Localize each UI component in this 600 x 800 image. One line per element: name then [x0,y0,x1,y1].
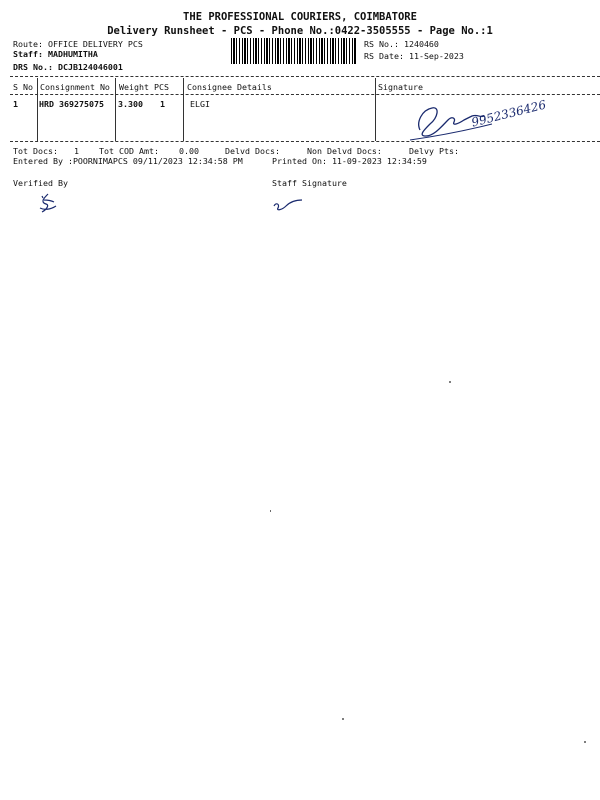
drs-number: DRS No.: DCJB124046001 [13,62,123,72]
row-consignee: ELGI [190,99,210,109]
scan-speck [270,510,271,512]
delvd-docs-label: Delvd Docs: [225,146,280,156]
verified-by-label: Verified By [13,178,68,188]
table-header-rule [10,94,600,95]
staff-label: Staff: MADHUMITHA [13,49,98,59]
barcode [231,38,356,64]
entered-by: Entered By :POORNIMAPCS 09/11/2023 12:34:58 PM [13,156,243,166]
row-s-no: 1 [13,99,18,109]
rs-number: RS No.: 1240460 [364,39,439,49]
runsheet-subtitle: Delivery Runsheet - PCS - Phone No.:0422-3505555 - Page No.:1 [107,25,493,37]
tot-cod-value: 0.00 [179,146,199,156]
header-consignee-details: Consignee Details [187,82,272,92]
receiver-phone: 9952336426 [470,97,548,130]
row-weight: 3.300 [118,99,143,109]
scan-speck [584,741,586,743]
header-s-no: S No [13,82,33,92]
delvy-pts-label: Delvy Pts: [409,146,459,156]
non-delvd-docs-label: Non Delvd Docs: [307,146,382,156]
tot-cod-label: Tot COD Amt: [99,146,159,156]
row-consignment-no: HRD 369275075 [39,99,104,109]
printed-on: Printed On: 11-09-2023 12:34:59 [272,156,427,166]
tot-docs-label: Tot Docs: [13,146,58,156]
col-divider-4 [375,78,376,141]
verifier-signature [34,192,66,216]
staff-signature [270,194,310,214]
col-divider-1 [37,78,38,141]
header-signature: Signature [378,82,423,92]
header-consignment-no: Consignment No [40,82,110,92]
scan-speck [449,381,451,383]
tot-docs-value: 1 [74,146,79,156]
table-bottom-rule [10,141,600,142]
col-divider-3 [183,78,184,141]
header-pcs: PCS [154,82,169,92]
header-weight: Weight [119,82,149,92]
scan-speck [342,718,344,720]
table-top-rule [10,76,600,77]
staff-signature-label: Staff Signature [272,178,347,188]
row-pcs: 1 [160,99,165,109]
rs-date: RS Date: 11-Sep-2023 [364,51,464,61]
route-label: Route: OFFICE DELIVERY PCS [13,39,143,49]
company-title: THE PROFESSIONAL COURIERS, COIMBATORE [183,11,417,23]
col-divider-2 [115,78,116,141]
